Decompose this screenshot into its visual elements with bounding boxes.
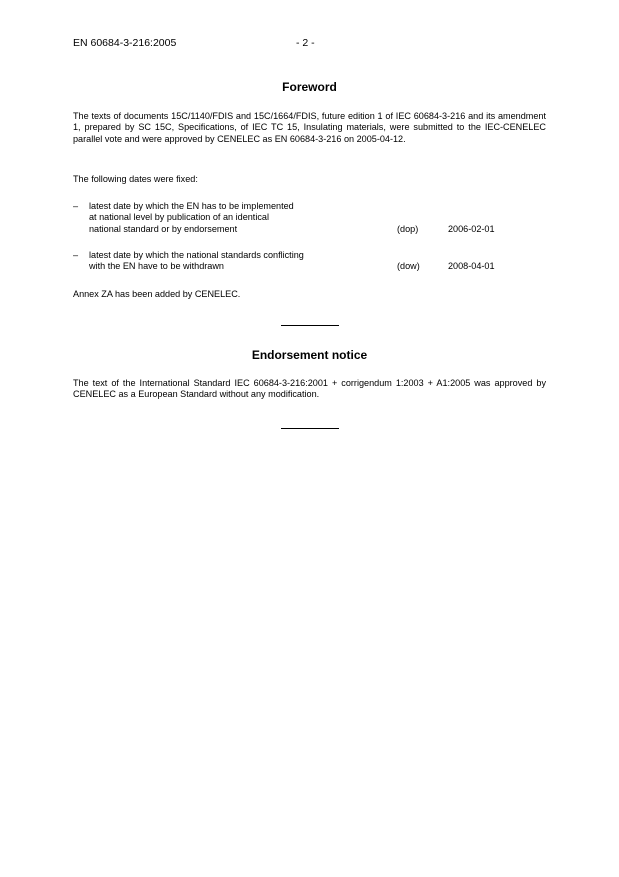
dow-description: [89, 250, 389, 273]
list-bullet: –: [73, 201, 79, 211]
section-divider: [281, 325, 339, 326]
annex-note: Annex ZA has been added by CENELEC.: [73, 289, 241, 299]
page-number: - 2 -: [296, 37, 315, 49]
endorsement-paragraph: The text of the International Standard IEC 60684-3-216:2001 + corrigendum 1:2003 + A1:2005 was approved by CENELEC as a European Standard without any modification.: [73, 378, 546, 400]
list-bullet: –: [73, 250, 79, 260]
endorsement-title: Endorsement notice: [251, 348, 368, 362]
dates-intro: The following dates were fixed:: [73, 174, 198, 184]
dop-description: [89, 201, 389, 235]
dop-line: at national level by publication of an identical: [89, 212, 269, 223]
dow-line: with the EN have to be withdrawn: [89, 261, 224, 272]
dow-date: 2008-04-01: [448, 261, 495, 271]
dop-date: 2006-02-01: [448, 224, 495, 234]
dop-line: latest date by which the EN has to be implemented: [89, 201, 294, 211]
dow-abbr: (dow): [397, 261, 420, 271]
document-id: EN 60684-3-216:2005: [73, 37, 177, 49]
foreword-paragraph: The texts of documents 15C/1140/FDIS and 15C/1664/FDIS, future edition 1 of IEC 60684-3-216 and its amendment 1, prepared by SC 15C, Specifications, of IEC TC 15, Insulating materials, were submitted to the IEC-CENELEC parallel vote and were approved by CENELEC as EN 60684-3-216 on 2005-04-12.: [73, 111, 546, 144]
dop-line: national standard or by endorsement: [89, 223, 238, 234]
section-divider: [281, 428, 339, 429]
foreword-title: Foreword: [282, 80, 337, 94]
dop-abbr: (dop): [397, 224, 419, 234]
dow-line: latest date by which the national standards conflicting: [89, 250, 304, 260]
